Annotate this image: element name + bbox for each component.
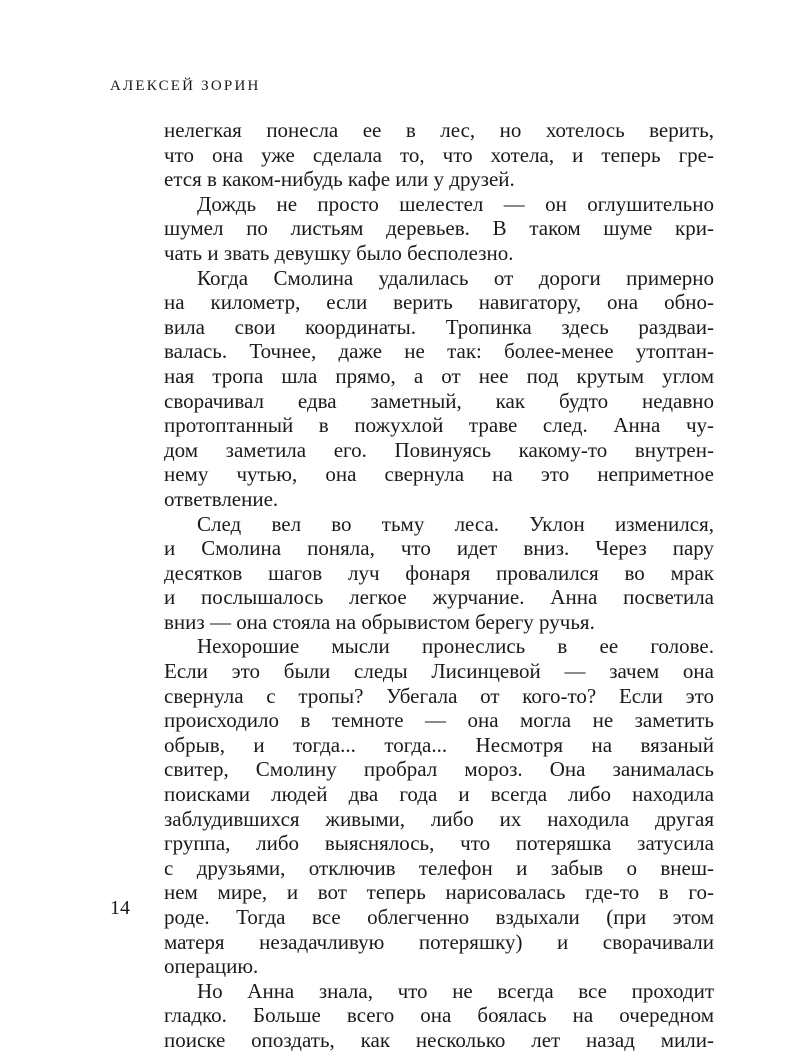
text-line: нему чутью, она свернула на это неприметное bbox=[164, 462, 714, 487]
text-line: Когда Смолина удалилась от дороги примерно bbox=[197, 265, 714, 290]
text-line: протоптанный в пожухлой траве след. Анна чу- bbox=[164, 413, 714, 438]
text-line: группа, либо выяснялось, что потеряшка затусила bbox=[164, 831, 714, 856]
text-line: шумел по листьям деревьев. В таком шуме кри- bbox=[164, 216, 714, 241]
text-line: на километр, если верить навигатору, она обно- bbox=[164, 290, 714, 315]
text-line: гладко. Больше всего она боялась на очередном bbox=[164, 1003, 714, 1028]
text-line: вниз — она стояла на обрывистом берегу ручья. bbox=[164, 609, 595, 634]
text-line: нем мире, и вот теперь нарисовалась где-то в го- bbox=[164, 880, 714, 905]
text-line: валась. Точнее, даже не так: более-менее утоптан- bbox=[164, 339, 714, 364]
text-line: ная тропа шла прямо, а от нее под крутым углом bbox=[164, 363, 714, 388]
text-line: свитер, Смолину пробрал мороз. Она занималась bbox=[164, 757, 714, 782]
text-line: операцию. bbox=[164, 954, 259, 979]
text-line: чать и звать девушку было бесполезно. bbox=[164, 240, 514, 265]
text-line: заблудившихся живыми, либо их находила другая bbox=[164, 806, 714, 831]
running-head: АЛЕКСЕЙ ЗОРИН bbox=[110, 78, 261, 94]
text-line: происходило в темноте — она могла не заметить bbox=[164, 708, 714, 733]
text-line: Нехорошие мысли пронеслись в ее голове. bbox=[197, 634, 714, 659]
text-line: матеря незадачливую потеряшку) и сворачивали bbox=[164, 929, 714, 954]
text-line: ется в каком-нибудь кафе или у друзей. bbox=[164, 167, 515, 192]
text-line: След вел во тьму леса. Уклон изменился, bbox=[197, 511, 714, 536]
text-line: и Смолина поняла, что идет вниз. Через пару bbox=[164, 536, 714, 561]
text-line: Дождь не просто шелестел — он оглушительно bbox=[197, 191, 714, 216]
text-line: нелегкая понесла ее в лес, но хотелось верить, bbox=[164, 118, 714, 142]
text-line: поисками людей два года и всегда либо находила bbox=[164, 782, 714, 807]
text-line: Но Анна знала, что не всегда все проходит bbox=[197, 978, 714, 1003]
text-line: ответвление. bbox=[164, 486, 279, 511]
text-line: Если это были следы Лисинцевой — зачем она bbox=[164, 659, 714, 684]
text-line: свернула с тропы? Убегала от кого-то? Если это bbox=[164, 683, 714, 708]
text-line: обрыв, и тогда... тогда... Несмотря на вязаный bbox=[164, 732, 714, 757]
body-text bbox=[164, 118, 714, 1053]
text-line: что она уже сделала то, что хотела, и теперь гре- bbox=[164, 142, 714, 167]
text-line: и послышалось легкое журчание. Анна посветила bbox=[164, 585, 714, 610]
text-line: десятков шагов луч фонаря провалился во мрак bbox=[164, 560, 714, 585]
text-line: роде. Тогда все облегченно вздыхали (при этом bbox=[164, 905, 714, 929]
text-line: дом заметила его. Повинуясь какому-то внутрен- bbox=[164, 437, 714, 462]
text-line: вила свои координаты. Тропинка здесь раздваи- bbox=[164, 314, 714, 339]
page-number: 14 bbox=[110, 897, 130, 919]
text-line: поиске опоздать, как несколько лет назад мили- bbox=[164, 1027, 714, 1052]
text-line: с друзьями, отключив телефон и забыв о внеш- bbox=[164, 855, 714, 880]
text-line: сворачивал едва заметный, как будто недавно bbox=[164, 388, 714, 413]
